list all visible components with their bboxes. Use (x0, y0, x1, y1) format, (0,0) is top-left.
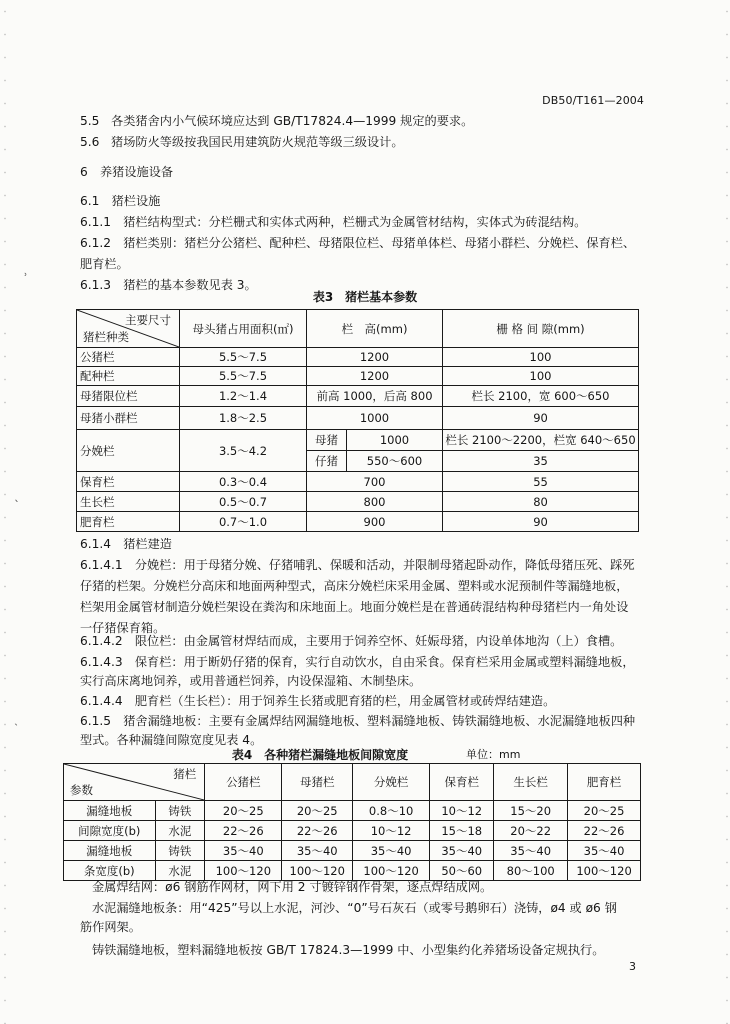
gap-value: 55 (443, 472, 639, 492)
area-value: 5.5～7.5 (180, 348, 307, 367)
table-row (77, 367, 639, 386)
clause-6-1-5-line2: 型式。各种漏缝间隙宽度见表 4。 (80, 733, 263, 747)
area-value: 0.7～1.0 (180, 512, 307, 532)
width-value: 15～20 (494, 801, 568, 821)
gap-value: 100 (443, 348, 639, 367)
height-value: 700 (307, 472, 443, 492)
width-value: 100～120 (282, 861, 353, 881)
width-value: 35～40 (205, 841, 282, 861)
table4-corner-cell (64, 764, 205, 801)
scan-speck: ˎ (14, 488, 20, 502)
table-row-fenmian-sow (77, 430, 639, 451)
clause-text: 各类猪舍内小气候环境应达到 GB/T17824.4—1999 规定的要求。 (111, 114, 474, 128)
param-label: 间隙宽度(b) (64, 821, 156, 841)
material-label: 水泥 (155, 821, 205, 841)
clause-6-1-4-title: 6.1.4 猪栏建造 (80, 537, 172, 551)
table3-header-row (77, 310, 639, 348)
table4 (63, 763, 641, 881)
width-value: 20～25 (205, 801, 282, 821)
width-value: 100～120 (568, 861, 641, 881)
area-value: 5.5～7.5 (180, 367, 307, 386)
area-value: 1.2～1.4 (180, 386, 307, 407)
corner-bottom-label: 猪栏种类 (83, 330, 129, 344)
section-6-title: 6 养猪设施设备 (80, 165, 174, 179)
gap-value: 90 (443, 512, 639, 532)
table4-header: 保育栏 (430, 764, 494, 801)
clause-6-1-2-line2: 肥育栏。 (80, 257, 129, 271)
gap-value: 栏长 2100～2200，栏宽 640～650 (443, 430, 639, 451)
note-metal-mesh: 金属焊结网：ø6 钢筋作网材，网下用 2 寸镀锌钢作骨架，逐点焊结成网。 (92, 880, 493, 894)
height-value: 900 (307, 512, 443, 532)
height-value: 800 (307, 492, 443, 512)
width-value: 100～120 (205, 861, 282, 881)
clause-6-1-4-1-line1: 6.1.4.1 分娩栏：用于母猪分娩、仔猪哺乳、保暖和活动，并限制母猪起卧动作，降低母猪压死、踩死 (80, 558, 635, 572)
height-value: 1000 (347, 430, 443, 451)
table-row (77, 348, 639, 367)
width-value: 10～12 (430, 801, 494, 821)
gap-value: 栏长 2100，宽 600～650 (443, 386, 639, 407)
sub-label: 母猪 (307, 430, 347, 451)
pen-type: 公猪栏 (77, 348, 180, 367)
width-value: 50～60 (430, 861, 494, 881)
pen-type: 分娩栏 (77, 430, 180, 472)
clause-6-1-3: 6.1.3 猪栏的基本参数见表 3。 (80, 278, 257, 292)
clause-number: 5.5 (80, 114, 100, 128)
corner-top-label: 猪栏 (173, 767, 197, 781)
note-concrete-line2: 筋作网架。 (80, 920, 141, 934)
width-value: 35～40 (353, 841, 430, 861)
corner-top-label: 主要尺寸 (125, 313, 171, 327)
table3-header-gap: 栅 格 间 隙(mm) (443, 310, 639, 348)
page-number: 3 (629, 960, 636, 973)
clause-text: 猪场防火等级按我国民用建筑防火规范等级三级设计。 (111, 135, 404, 149)
gap-value: 100 (443, 367, 639, 386)
clause-6-1-4-2: 6.1.4.2 限位栏：由金属管材焊结而成，主要用于饲养空怀、妊娠母猪，内设单体地沟（上）食槽。 (80, 634, 623, 648)
table-row (64, 821, 641, 841)
corner-bottom-label: 参数 (70, 783, 93, 797)
clause-6-1-title: 6.1 猪栏设施 (80, 194, 161, 208)
table3 (76, 309, 639, 532)
note-cast-iron: 铸铁漏缝地板，塑料漏缝地板按 GB/T 17824.3—1999 中、小型集约化养猪场设备定规执行。 (92, 943, 605, 957)
table4-header-row (64, 764, 641, 801)
width-value: 100～120 (353, 861, 430, 881)
width-value: 15～18 (430, 821, 494, 841)
table4-unit: 单位：mm (466, 748, 521, 761)
clause-5-5 (80, 112, 473, 129)
width-value: 22～26 (568, 821, 641, 841)
height-value: 550～600 (347, 451, 443, 472)
width-value: 80～100 (494, 861, 568, 881)
height-value: 1200 (307, 367, 443, 386)
table-row (77, 386, 639, 407)
sub-label: 仔猪 (307, 451, 347, 472)
width-value: 22～26 (282, 821, 353, 841)
gap-value: 90 (443, 407, 639, 430)
clause-6-1-5-line1: 6.1.5 猪舍漏缝地板：主要有金属焊结网漏缝地板、塑料漏缝地板、铸铁漏缝地板、水泥漏缝地板四种 (80, 714, 636, 728)
width-value: 35～40 (494, 841, 568, 861)
param-label: 漏缝地板 (64, 841, 156, 861)
clause-6-1-4-1-line3: 栏架用金属管材制造分娩栏架设在粪沟和床地面上。地面分娩栏是在普通砖混结构种母猪栏内一角处设 (80, 600, 629, 614)
height-value: 1200 (307, 348, 443, 367)
param-label: 漏缝地板 (64, 801, 156, 821)
table-row (64, 841, 641, 861)
pen-type: 母猪小群栏 (77, 407, 180, 430)
pen-type: 母猪限位栏 (77, 386, 180, 407)
width-value: 10～12 (353, 821, 430, 841)
area-value: 1.8～2.5 (180, 407, 307, 430)
width-value: 0.8～10 (353, 801, 430, 821)
table4-header: 母猪栏 (282, 764, 353, 801)
width-value: 20～25 (568, 801, 641, 821)
height-value: 前高 1000，后高 800 (307, 386, 443, 407)
area-value: 0.3～0.4 (180, 472, 307, 492)
table-row (77, 492, 639, 512)
gap-value: 80 (443, 492, 639, 512)
width-value: 35～40 (568, 841, 641, 861)
scan-edge-right (724, 0, 730, 1024)
pen-type: 保育栏 (77, 472, 180, 492)
table4-header: 肥育栏 (568, 764, 641, 801)
table-row (64, 801, 641, 821)
clause-5-6 (80, 133, 404, 150)
clause-6-1-4-4: 6.1.4.4 肥育栏（生长栏）：用于饲养生长猪或肥育猪的栏，用金属管材或砖焊结建造。 (80, 694, 556, 708)
table3-header-height: 栏 高(mm) (307, 310, 443, 348)
width-value: 22～26 (205, 821, 282, 841)
clause-6-1-4-1-line2: 仔猪的栏架。分娩栏分高床和地面两种型式，高床分娩栏床采用金属、塑料或水泥预制件等漏缝地板， (80, 579, 629, 593)
material-label: 铸铁 (155, 841, 205, 861)
gap-value: 35 (443, 451, 639, 472)
clause-number: 5.6 (80, 135, 100, 149)
clause-6-1-1: 6.1.1 猪栏结构型式：分栏栅式和实体式两种，栏栅式为金属管材结构，实体式为砖混结构。 (80, 215, 587, 229)
width-value: 20～22 (494, 821, 568, 841)
clause-6-1-4-3-line1: 6.1.4.3 保育栏：用于断奶仔猪的保育，实行自动饮水，自由采食。保育栏采用金属或塑料漏缝地板， (80, 655, 635, 669)
pen-type: 配种栏 (77, 367, 180, 386)
table4-header: 生长栏 (494, 764, 568, 801)
material-label: 铸铁 (155, 801, 205, 821)
table3-corner-cell (77, 310, 180, 348)
document-code: DB50/T161—2004 (542, 94, 644, 107)
table4-header: 公猪栏 (205, 764, 282, 801)
table4-caption-text: 表4 各种猪栏漏缝地板间隙宽度 (231, 748, 409, 762)
note-concrete-line1: 水泥漏缝地板条：用“425”号以上水泥，河沙、“0”号石灰石（或零号鹅卵石）浇铸，ø4 或 ø6 钢 (92, 901, 617, 915)
table3-header-area: 母头猪占用面积(㎡) (180, 310, 307, 348)
height-value: 1000 (307, 407, 443, 430)
scan-edge-left (2, 0, 8, 1024)
clause-6-1-4-3-line2: 实行高床离地饲养，或用普通栏饲养，内设保湿箱、木制垫床。 (80, 674, 422, 688)
table3-caption (0, 288, 730, 305)
material-label: 水泥 (155, 861, 205, 881)
width-value: 20～25 (282, 801, 353, 821)
clause-6-1-4-1-line4: 一仔猪保育箱。 (80, 621, 166, 635)
area-value: 0.5～0.7 (180, 492, 307, 512)
width-value: 35～40 (282, 841, 353, 861)
table-row (77, 472, 639, 492)
clause-6-1-2-line1: 6.1.2 猪栏类别：猪栏分公猪栏、配种栏、母猪限位栏、母猪单体栏、母猪小群栏、分娩栏、保育栏、 (80, 236, 636, 250)
pen-type: 生长栏 (77, 492, 180, 512)
area-value: 3.5～4.2 (180, 430, 307, 472)
table4-header: 分娩栏 (353, 764, 430, 801)
scan-speck: ˴ (14, 716, 18, 730)
table-row (77, 512, 639, 532)
pen-type: 肥育栏 (77, 512, 180, 532)
param-label: 条宽度(b) (64, 861, 156, 881)
table4-caption (0, 746, 685, 763)
table-row (77, 407, 639, 430)
table3-caption-text: 表3 猪栏基本参数 (312, 290, 418, 304)
scan-speck: ˒ (24, 268, 28, 282)
width-value: 35～40 (430, 841, 494, 861)
